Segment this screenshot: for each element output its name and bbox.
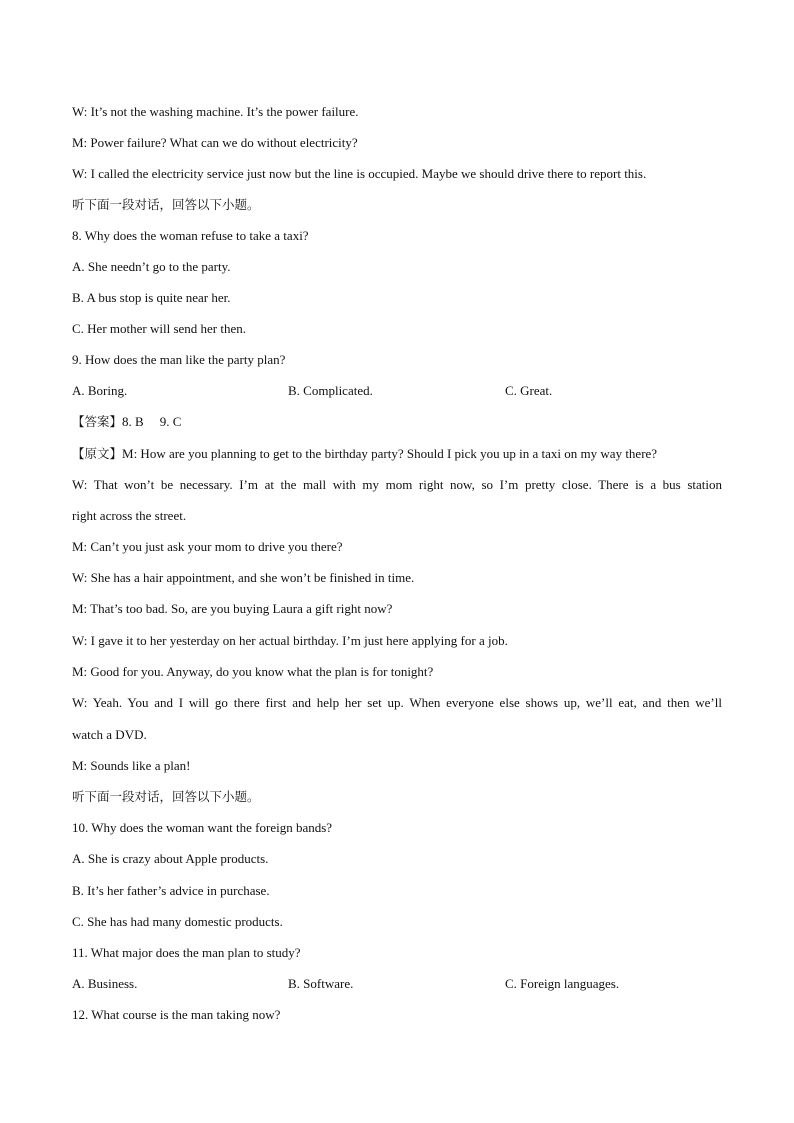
transcript-line: right across the street. (72, 508, 187, 523)
question-8-option-a: A. She needn’t go to the party. (72, 259, 231, 274)
transcript-line: M: Can’t you just ask your mom to drive you there? (72, 539, 343, 554)
question-11: 11. What major does the man plan to study? (72, 945, 301, 960)
answer-label: 【答案】 (72, 414, 123, 429)
original-text-line (72, 446, 657, 462)
section-instruction: 听下面一段对话，回答以下小题。 (72, 197, 260, 212)
question-10-option-a: A. She is crazy about Apple products. (72, 851, 269, 866)
question-9-option-a: A. Boring. (72, 383, 128, 398)
answer-line (72, 414, 181, 430)
transcript-line: M: How are you planning to get to the birthday party? Should I pick you up in a taxi on my way there? (122, 446, 658, 461)
question-10-option-b: B. It’s her father’s advice in purchase. (72, 883, 270, 898)
question-11-option-c: C. Foreign languages. (505, 976, 620, 991)
transcript-line: W: I gave it to her yesterday on her actual birthday. I’m just here applying for a job. (72, 633, 508, 648)
section-instruction: 听下面一段对话，回答以下小题。 (72, 789, 260, 804)
transcript-line: W: She has a hair appointment, and she won’t be finished in time. (72, 570, 415, 585)
original-label: 【原文】 (72, 446, 123, 461)
question-9-option-b: B. Complicated. (288, 383, 373, 398)
answer-8: 8. B (122, 414, 144, 429)
question-12: 12. What course is the man taking now? (72, 1007, 281, 1022)
transcript-line: watch a DVD. (72, 727, 147, 742)
question-8-option-b: B. A bus stop is quite near her. (72, 290, 231, 305)
question-9-option-c: C. Great. (505, 383, 553, 398)
question-10-option-c: C. She has had many domestic products. (72, 914, 283, 929)
question-8-option-c: C. Her mother will send her then. (72, 321, 247, 336)
question-11-option-b: B. Software. (288, 976, 354, 991)
question-10: 10. Why does the woman want the foreign bands? (72, 820, 333, 835)
answer-9: 9. C (159, 414, 182, 429)
transcript-line: M: Sounds like a plan! (72, 758, 191, 773)
transcript-line: W: That won’t be necessary. I’m at the mall with my mom right now, so I’m pretty close. There is a bus station (72, 477, 722, 492)
question-9: 9. How does the man like the party plan? (72, 352, 286, 367)
question-11-option-a: A. Business. (72, 976, 138, 991)
transcript-line: W: Yeah. You and I will go there first and help her set up. When everyone else shows up, we’ll eat, and then we’ll (72, 695, 722, 710)
transcript-line: W: It’s not the washing machine. It’s the power failure. (72, 104, 359, 119)
question-8: 8. Why does the woman refuse to take a taxi? (72, 228, 309, 243)
transcript-line: W: I called the electricity service just now but the line is occupied. Maybe we should drive there to report this. (72, 166, 647, 181)
transcript-line: M: Power failure? What can we do without electricity? (72, 135, 358, 150)
transcript-line: M: That’s too bad. So, are you buying Laura a gift right now? (72, 601, 393, 616)
transcript-line: M: Good for you. Anyway, do you know what the plan is for tonight? (72, 664, 434, 679)
